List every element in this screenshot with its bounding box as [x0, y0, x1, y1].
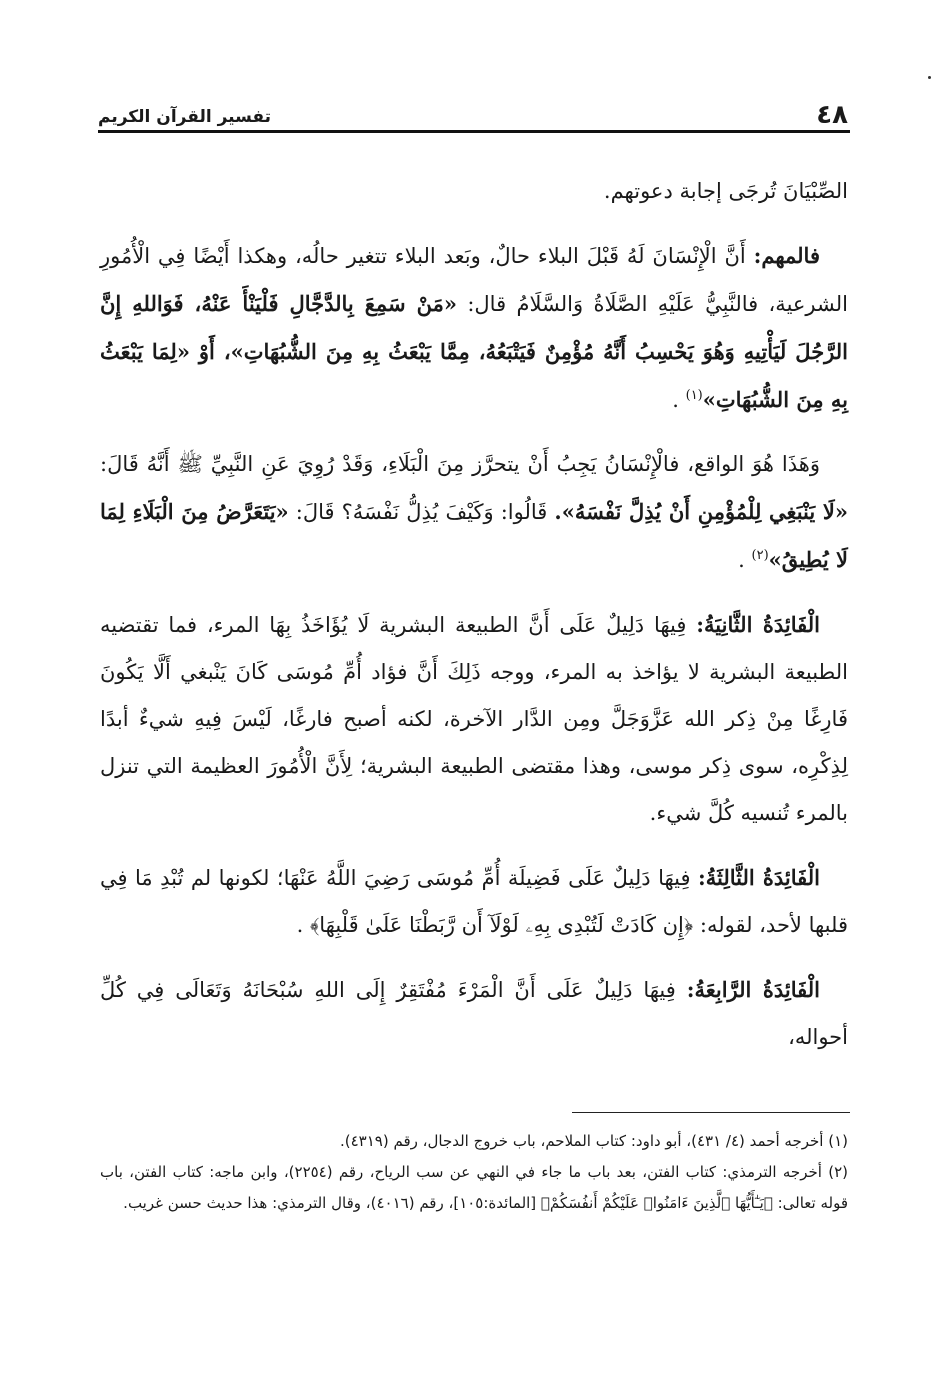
footnotes: [100, 1126, 848, 1219]
paragraph-text: الصِّبْيَانَ تُرجَى إجابة دعوتهم.: [603, 179, 848, 203]
paragraph-4: [100, 601, 848, 837]
hadith-quote: «يَتَعَرَّضُ مِنَ الْبَلَاءِ لِمَا لَا يُطِيقُ»: [100, 499, 848, 572]
period: .: [296, 913, 304, 937]
hadith-quote: «لَا يَنْبَغِي لِلْمُؤْمِنِ أَنْ يُذِلَّ نَفْسَهُ».: [554, 499, 849, 524]
running-title: تفسير القرآن الكريم: [98, 107, 272, 127]
footnote-2: (٢) أخرجه الترمذي: كتاب الفتن، بعد باب ما جاء في النهي عن سب الرياح، رقم (٢٢٥٤)، وابن ماجه: كتاب الفتن، باب قوله تعالى: ﴿يَـٰٓأَيُّهَا ٱلَّذِينَ ءَامَنُوا۟ عَلَيْكُمْ أَنفُسَكُمْ﴾ [المائدة:١٠٥]، رقم (٤٠١٦)، وقال الترمذي: هذا حديث حسن غريب.: [100, 1163, 848, 1212]
paragraph-text: أَنَّ الْإِنْسَانَ لَهُ قَبْلَ البلاء حالٌ، وبَعد البلاء تتغير حالُه، وهكذا أَيْضًا فِي الْأُمُورِ الشرعية، فالنَّبِيُّ عَلَيْهِ الصَّلَاةُ وَالسَّلَامُ قال:: [100, 244, 848, 316]
paragraph-2: [100, 232, 848, 424]
paragraph-text: فِيهَا دَلِيلٌ عَلَى فَضِيلَة أُمِّ مُوسَى رَضِيَ اللَّهُ عَنْهَا؛ لكونها لم تُبْدِ مَا فِي قلبها لأحد، لقوله:: [100, 866, 848, 937]
footnote-ref-2[interactable]: (٢): [751, 548, 769, 563]
period: .: [738, 548, 745, 572]
scan-mark: [928, 76, 931, 79]
period: .: [672, 388, 679, 412]
header-rule: [98, 130, 850, 133]
paragraph-3: [100, 441, 848, 584]
paragraph-text: فِيهَا دَلِيلٌ عَلَى أَنَّ الطبيعة البشرية لَا يُؤَاخَذُ بِهَا المرء، فما تقتضيه الطبيعة البشرية لا يؤاخذ به المرء، ووجه ذَلِكَ أَنَّ فؤاد أُمِّ مُوسَى كَانَ يَنْبغي أَلَّا يَكُونَ فَارِغًا مِنْ ذِكر الله عَزَّوَجَلَّ ومِن الدَّار الآخرة، لكنه أصبح فارغًا، لَيْسَ فِيهِ شيءٌ أبدًا لِذِكْرِه، سوى ذِكر موسى، وهذا مقتضى الطبيعة البشرية؛ لِأَنَّ الْأُمُورَ العظيمة التي تنزل بالمرء تُنسيه كُلَّ شيء.: [100, 613, 848, 825]
paragraph-lead: فالمهم:: [753, 243, 820, 268]
paragraph-1: [100, 168, 848, 215]
quran-verse: ﴿إِن كَادَتْ لَتُبْدِى بِهِۦ لَوْلَآ أَن رَّبَطْنَا عَلَىٰ قَلْبِهَا﴾: [309, 913, 694, 937]
benefit-heading: الْفَائِدَةُ الرَّابِعَةُ:: [686, 977, 820, 1002]
main-text: [100, 168, 848, 1078]
paragraph-6: [100, 966, 848, 1061]
paragraph-text: وَهَذَا هُوَ الواقع، فالْإِنْسَانُ يَجِبُ أَنْ يتحرَّز مِنَ الْبَلَاءِ، وَقَدْ رُوِيَ عَنِ النَّبِيِّ ﷺ أَنَّهُ قَالَ:: [100, 452, 820, 476]
footnote-1: (١) أخرجه أحمد (٤/ ٤٣١)، أبو داود: كتاب الملاحم، باب خروج الدجال، رقم (٤٣١٩).: [340, 1132, 848, 1150]
footnote-rule: [572, 1112, 850, 1113]
paragraph-text: قَالُوا: وَكَيْفَ يُذِلُّ نَفْسَهُ؟ قَالَ:: [295, 500, 548, 524]
hadith-quote: «مَنْ سَمِعَ بِالدَّجَّالِ فَلْيَنْأَ عَنْهُ، فَوَاللهِ إِنَّ الرَّجُلَ لَيَأْتِيهِ وَهُوَ يَحْسِبُ أَنَّهُ مُؤْمِنٌ فَيَتْبَعُهُ، مِمَّا يَبْعَثُ بِهِ مِنَ الشُّبُهَاتِ»، أَوْ «لِمَا يَبْعَثُ بِهِ مِنَ الشُّبُهَاتِ»: [100, 291, 848, 412]
page-number: ٤٨: [816, 100, 848, 130]
benefit-heading: الْفَائِدَةُ الثَّانِيَةُ:: [696, 612, 820, 637]
paragraph-text: فِيهَا دَلِيلٌ عَلَى أَنَّ الْمَرْءَ مُفْتَقِرٌ إِلَى اللهِ سُبْحَانَهُ وَتَعَالَى فِي كُلِّ أحواله،: [100, 978, 848, 1049]
benefit-heading: الْفَائِدَةُ الثَّالِثَةُ:: [698, 865, 820, 890]
page-header: [98, 96, 848, 130]
paragraph-5: [100, 854, 848, 949]
footnote-ref-1[interactable]: (١): [685, 388, 703, 403]
